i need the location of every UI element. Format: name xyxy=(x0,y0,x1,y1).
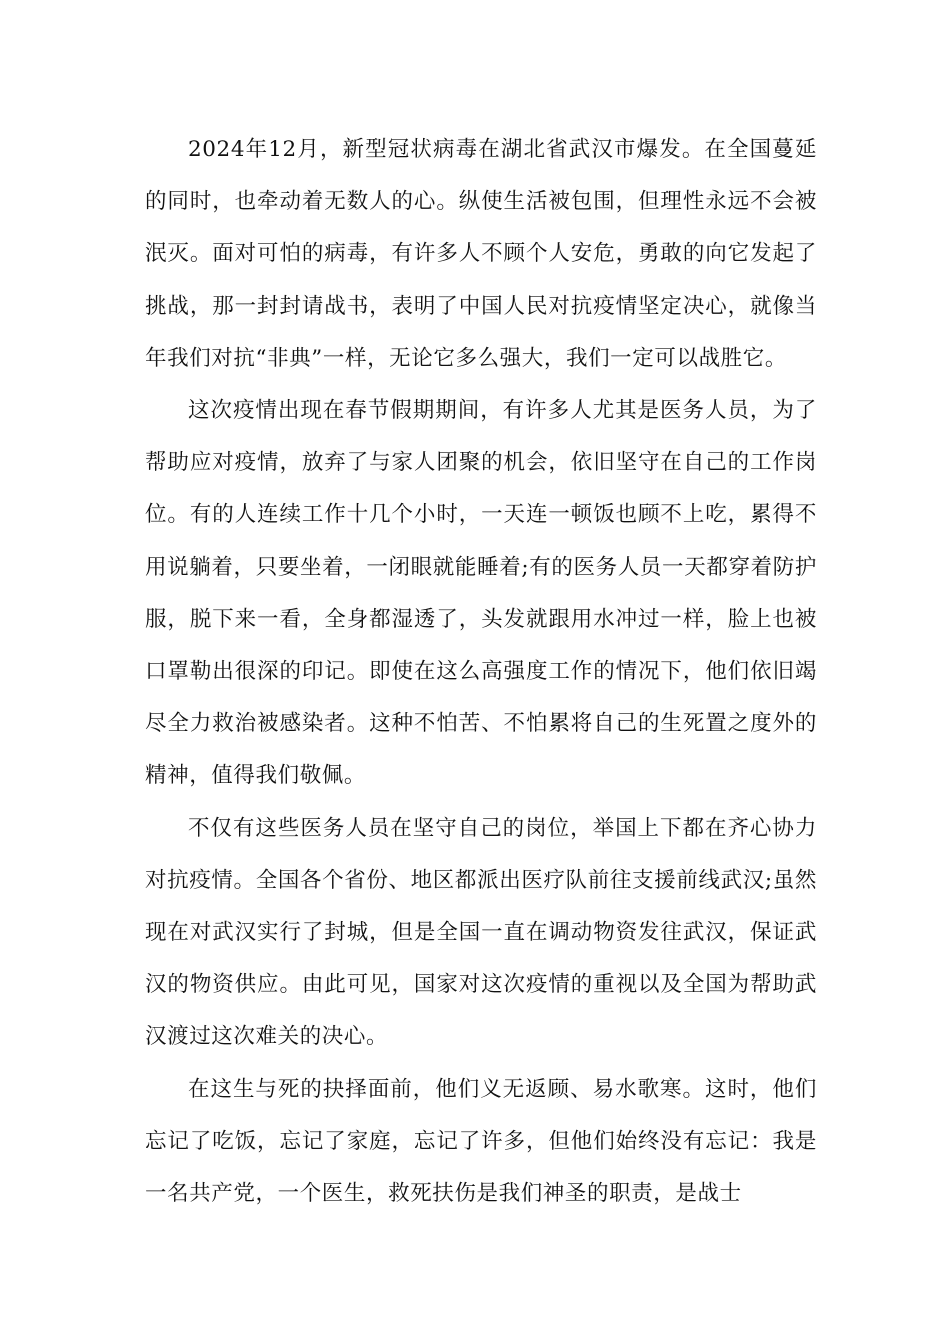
document-body xyxy=(145,124,817,1220)
paragraph-4: 在这生与死的抉择面前，他们义无返顾、易水歌寒。这时，他们忘记了吃饭，忘记了家庭，忘记了许多，但他们始终没有忘记：我是一名共产党，一个医生，救死扶伤是我们神圣的职责，是战士 xyxy=(145,1076,817,1207)
paragraph-1: 2024年12月，新型冠状病毒在湖北省武汉市爆发。在全国蔓延的同时，也牵动着无数人的心。纵使生活被包围，但理性永远不会被泯灭。面对可怕的病毒，有许多人不顾个人安危，勇敢的向它发起了挑战，那一封封请战书，表明了中国人民对抗疫情坚定决心，就像当年我们对抗“非典”一样，无论它多么强大，我们一定可以战胜它。 xyxy=(145,137,817,371)
paragraph-3: 不仅有这些医务人员在坚守自己的岗位，举国上下都在齐心协力对抗疫情。全国各个省份、地区都派出医疗队前往支援前线武汉;虽然现在对武汉实行了封城，但是全国一直在调动物资发往武汉，保证武汉的物资供应。由此可见，国家对这次疫情的重视以及全国为帮助武汉渡过这次难关的决心。 xyxy=(145,815,817,1050)
paragraph-2: 这次疫情出现在春节假期期间，有许多人尤其是医务人员，为了帮助应对疫情，放弃了与家人团聚的机会，依旧坚守在自己的工作岗位。有的人连续工作十几个小时，一天连一顿饭也顾不上吃，累得不用说躺着，只要坐着，一闭眼就能睡着;有的医务人员一天都穿着防护服，脱下来一看，全身都湿透了，头发就跟用水冲过一样，脸上也被口罩勒出很深的印记。即使在这么高强度工作的情况下，他们依旧竭尽全力救治被感染者。这种不怕苦、不怕累将自己的生死置之度外的精神，值得我们敬佩。 xyxy=(145,398,817,789)
